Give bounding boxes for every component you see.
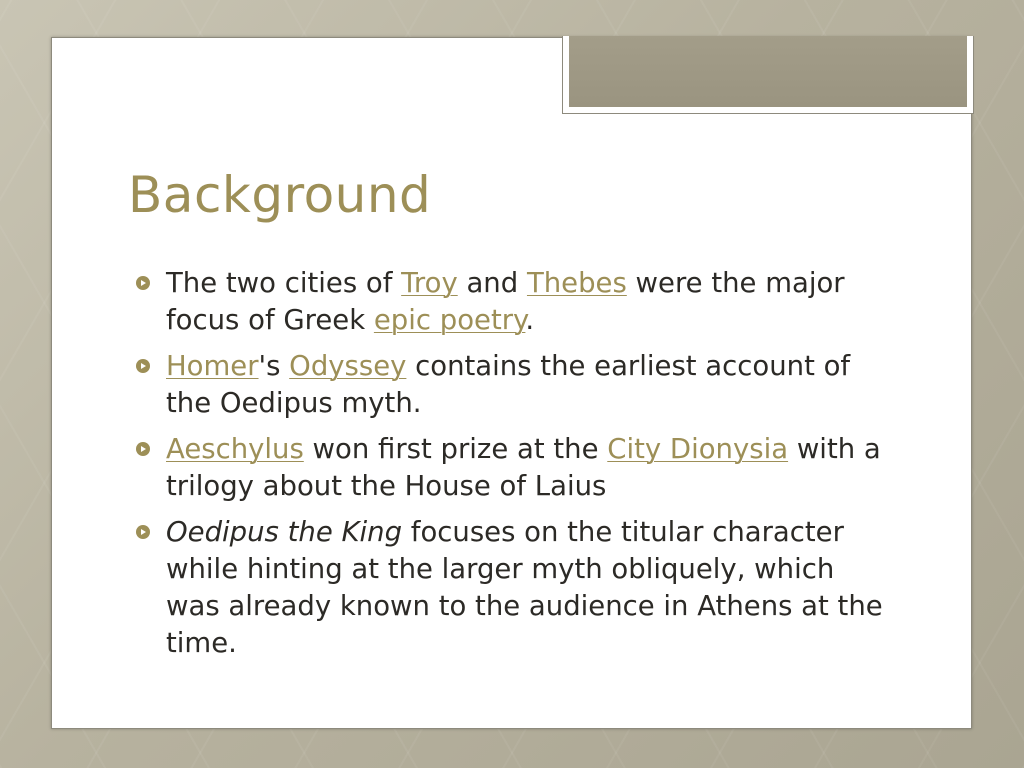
circled-arrow-icon [136,276,150,290]
circled-arrow-icon [136,525,150,539]
link-thebes[interactable]: Thebes [526,267,627,299]
bullet-text [166,433,881,502]
text-run: 's [258,350,290,382]
bullet-item [134,265,894,339]
text-run: and [457,267,527,299]
bullet-text [166,350,850,419]
text-run: The two cities of [166,267,402,299]
bullet-list [134,265,894,671]
accent-tab-fill [569,36,967,107]
text-run: with a trilogy about the House of Laius [166,433,881,502]
link-homer[interactable]: Homer [166,350,259,382]
italic-title: Oedipus the King [166,516,403,548]
link-odyssey[interactable]: Odyssey [289,350,407,382]
bullet-item [134,348,894,422]
text-run: were the major focus of Greek [166,267,845,336]
circled-arrow-icon [136,442,150,456]
text-run: focuses on the titular character while hinting at the larger myth obliquely, which was already known to the audience in Athens at the time. [166,516,883,659]
accent-tab [562,36,974,114]
bullet-item [134,514,894,662]
slide-title: Background [128,166,432,224]
text-run: . [525,304,535,336]
bullet-item [134,431,894,505]
link-aeschylus[interactable]: Aeschylus [166,433,304,465]
link-city-dionysia[interactable]: City Dionysia [607,433,789,465]
bullet-text [166,516,883,659]
text-run: contains the earliest account of the Oedipus myth. [166,350,851,419]
link-troy[interactable]: Troy [401,267,458,299]
text-run: won first prize at the [303,433,608,465]
link-epic-poetry[interactable]: epic poetry [373,304,526,336]
circled-arrow-icon [136,359,150,373]
bullet-text [166,267,845,336]
